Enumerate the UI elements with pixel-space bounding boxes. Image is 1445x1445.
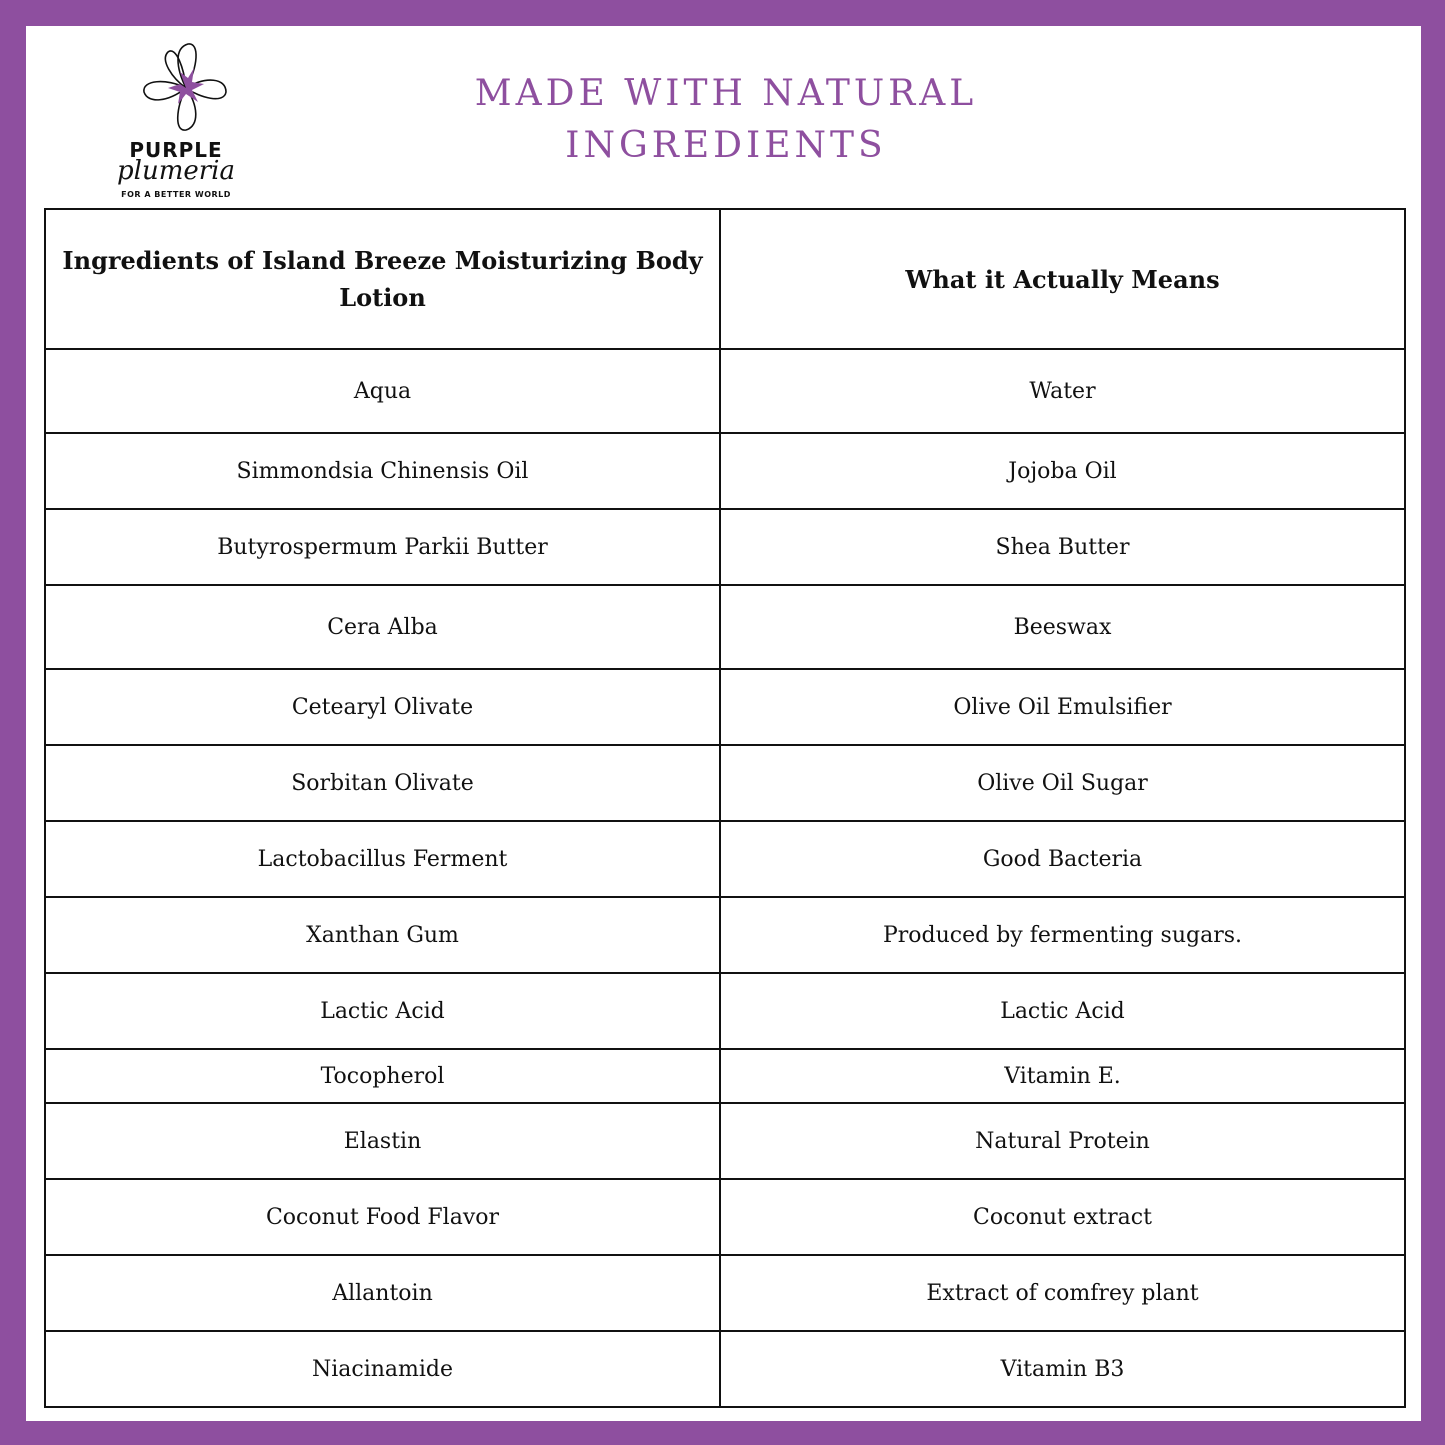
- column-header-ingredients: Ingredients of Island Breeze Moisturizing Body Lotion: [45, 209, 720, 349]
- table-row: [45, 509, 1405, 585]
- meaning-cell: Shea Butter: [720, 509, 1405, 585]
- ingredient-cell: Lactobacillus Ferment: [45, 821, 720, 897]
- table-row: [45, 433, 1405, 509]
- ingredient-cell: Allantoin: [45, 1255, 720, 1331]
- ingredient-cell: Butyrospermum Parkii Butter: [45, 509, 720, 585]
- table-row: [45, 1255, 1405, 1331]
- table-row: [45, 821, 1405, 897]
- meaning-cell: Olive Oil Sugar: [720, 745, 1405, 821]
- plumeria-flower-icon: [136, 38, 236, 138]
- meaning-cell: Water: [720, 349, 1405, 433]
- meaning-cell: Good Bacteria: [720, 821, 1405, 897]
- ingredient-cell: Sorbitan Olivate: [45, 745, 720, 821]
- table-header-row: [45, 209, 1405, 349]
- table-row: [45, 745, 1405, 821]
- meaning-cell: Lactic Acid: [720, 973, 1405, 1049]
- ingredient-cell: Tocopherol: [45, 1049, 720, 1103]
- column-header-meaning: What it Actually Means: [720, 209, 1405, 349]
- table-row: [45, 1331, 1405, 1407]
- page-title: [446, 68, 1006, 172]
- ingredient-cell: Aqua: [45, 349, 720, 433]
- meaning-cell: Natural Protein: [720, 1103, 1405, 1179]
- table-row: [45, 349, 1405, 433]
- ingredient-cell: Cetearyl Olivate: [45, 669, 720, 745]
- title-line-2: INGREDIENTS: [565, 125, 887, 166]
- meaning-cell: Vitamin E.: [720, 1049, 1405, 1103]
- meaning-cell: Extract of comfrey plant: [720, 1255, 1405, 1331]
- brand-tagline: FOR A BETTER WORLD: [121, 190, 231, 199]
- title-line-1: MADE WITH NATURAL: [474, 73, 978, 114]
- meaning-cell: Produced by fermenting sugars.: [720, 897, 1405, 973]
- meaning-cell: Vitamin B3: [720, 1331, 1405, 1407]
- brand-name-script: plumeria: [117, 156, 235, 186]
- meaning-cell: Jojoba Oil: [720, 433, 1405, 509]
- ingredient-cell: Xanthan Gum: [45, 897, 720, 973]
- ingredient-cell: Coconut Food Flavor: [45, 1179, 720, 1255]
- ingredient-cell: Simmondsia Chinensis Oil: [45, 433, 720, 509]
- meaning-cell: Beeswax: [720, 585, 1405, 669]
- table-row: [45, 669, 1405, 745]
- brand-name-top: PURPLE: [129, 138, 223, 162]
- page-frame: [26, 26, 1421, 1421]
- table-row: [45, 1049, 1405, 1103]
- table-row: [45, 1103, 1405, 1179]
- meaning-cell: Coconut extract: [720, 1179, 1405, 1255]
- ingredients-table: [44, 208, 1406, 1408]
- table-row: [45, 1179, 1405, 1255]
- ingredient-cell: Niacinamide: [45, 1331, 720, 1407]
- ingredient-cell: Cera Alba: [45, 585, 720, 669]
- ingredient-cell: Lactic Acid: [45, 973, 720, 1049]
- table-row: [45, 585, 1405, 669]
- table-row: [45, 897, 1405, 973]
- brand-logo: [106, 38, 266, 208]
- ingredient-cell: Elastin: [45, 1103, 720, 1179]
- table-row: [45, 973, 1405, 1049]
- meaning-cell: Olive Oil Emulsifier: [720, 669, 1405, 745]
